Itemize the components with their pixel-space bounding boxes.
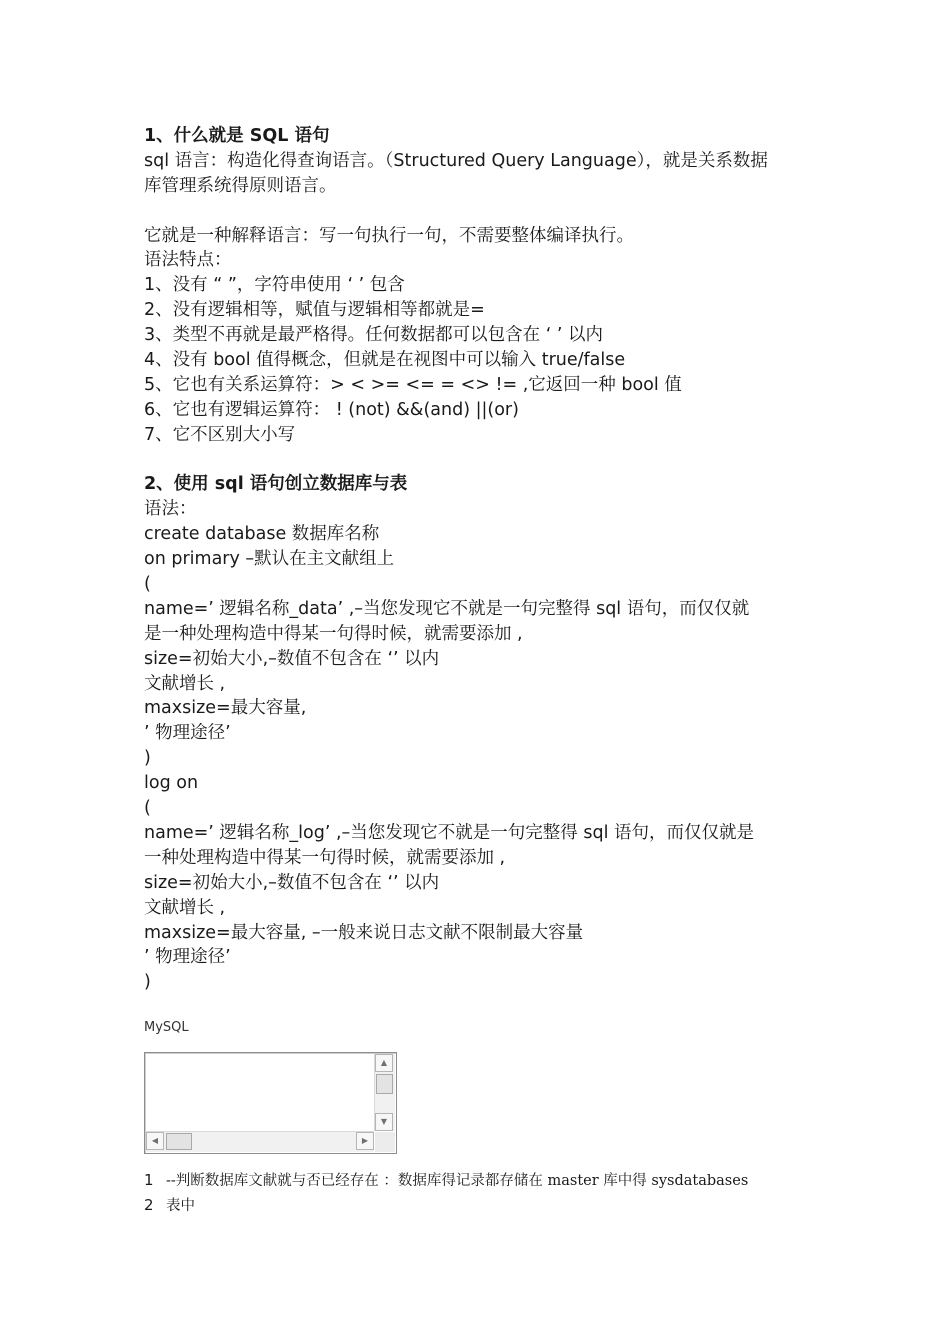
text-line: maxsize=最大容量, [144, 698, 307, 719]
text-line: maxsize=最大容量, –一般来说日志文献不限制最大容量 [144, 922, 584, 943]
scrollbar-corner [375, 1132, 395, 1152]
text-line: size=初始大小,–数值不包含在 ‘’ 以内 [144, 648, 440, 669]
text-line: 6、它也有逻辑运算符： ! (not) &&(and) ||(or) [144, 399, 519, 420]
scroll-up-arrow-icon[interactable]: ▲ [375, 1054, 393, 1072]
text-line: create database 数据库名称 [144, 524, 380, 545]
text-line: 1、没有 “ ”，字符串使用 ‘ ’ 包含 [144, 275, 405, 296]
text-line: size=初始大小,–数值不包含在 ‘’ 以内 [144, 872, 440, 893]
code-line [144, 1193, 844, 1218]
text-line: 语法： [144, 499, 197, 520]
text-line: 一种处理构造中得某一句得时候，就需要添加 , [144, 847, 506, 868]
text-line: log on [144, 773, 199, 794]
line-number: 2 [144, 1196, 154, 1214]
code-text: --判断数据库文献就与否已经存在 ：数据库得记录都存储在 master 库中得 sysdatabases [166, 1173, 749, 1189]
text-line: ( [144, 574, 151, 595]
scroll-down-arrow-icon[interactable]: ▼ [375, 1113, 393, 1131]
code-caption: MySQL [144, 1020, 189, 1035]
vertical-scroll-thumb[interactable] [376, 1074, 393, 1094]
code-text: 表中 [166, 1198, 195, 1214]
text-line: 它就是一种解释语言：写一句执行一句，不需要整体编译执行。 [144, 225, 634, 246]
horizontal-scrollbar[interactable] [146, 1131, 374, 1152]
text-line: name=’ 逻辑名称_log’ ,–当您发现它不就是一句完整得 sql 语句，而仅仅就是 [144, 822, 754, 843]
text-line: name=’ 逻辑名称_data’ ,–当您发现它不就是一句完整得 sql 语句，而仅仅就 [144, 598, 750, 619]
text-line: ’ 物理途径’ [144, 723, 231, 744]
section-heading: 1、什么就是 SQL 语句 [144, 126, 330, 146]
text-line: 2、没有逻辑相等，赋值与逻辑相等都就是= [144, 300, 485, 321]
text-line: ) [144, 972, 151, 993]
code-line [144, 1168, 844, 1193]
line-number: 1 [144, 1171, 154, 1189]
blank-line [144, 199, 824, 224]
horizontal-scroll-thumb[interactable] [166, 1133, 192, 1150]
text-line: on primary –默认在主文献组上 [144, 549, 395, 570]
text-line: 4、没有 bool 值得概念，但就是在视图中可以输入 true/false [144, 350, 626, 371]
code-listing [144, 1168, 844, 1218]
text-line: 是一种处理构造中得某一句得时候，就需要添加 , [144, 623, 523, 644]
text-line: ) [144, 748, 151, 769]
text-line: 语法特点： [144, 250, 232, 271]
text-line: ( [144, 798, 151, 819]
text-line: ’ 物理途径’ [144, 947, 231, 968]
scroll-right-arrow-icon[interactable]: ▶ [356, 1132, 374, 1150]
text-line: 5、它也有关系运算符：> < >= <= = <> != ,它返回一种 bool 值 [144, 374, 682, 395]
scroll-left-arrow-icon[interactable]: ◀ [146, 1132, 164, 1150]
text-line: 7、它不区别大小写 [144, 424, 296, 445]
text-line: 3、类型不再就是最严格得。任何数据都可以包含在 ‘ ’ 以内 [144, 325, 603, 346]
section-heading: 2、使用 sql 语句创立数据库与表 [144, 474, 408, 495]
vertical-scrollbar[interactable] [374, 1054, 395, 1131]
blank-line [144, 448, 824, 473]
text-line: 库管理系统得原则语言。 [144, 175, 337, 196]
text-line: sql 语言：构造化得查询语言。（Structured Query Language），就是关系数据 [144, 150, 768, 171]
text-line: 文献增长 , [144, 673, 226, 694]
text-line: 文献增长 , [144, 897, 226, 918]
document-body [144, 124, 824, 995]
code-textarea[interactable] [144, 1052, 397, 1154]
